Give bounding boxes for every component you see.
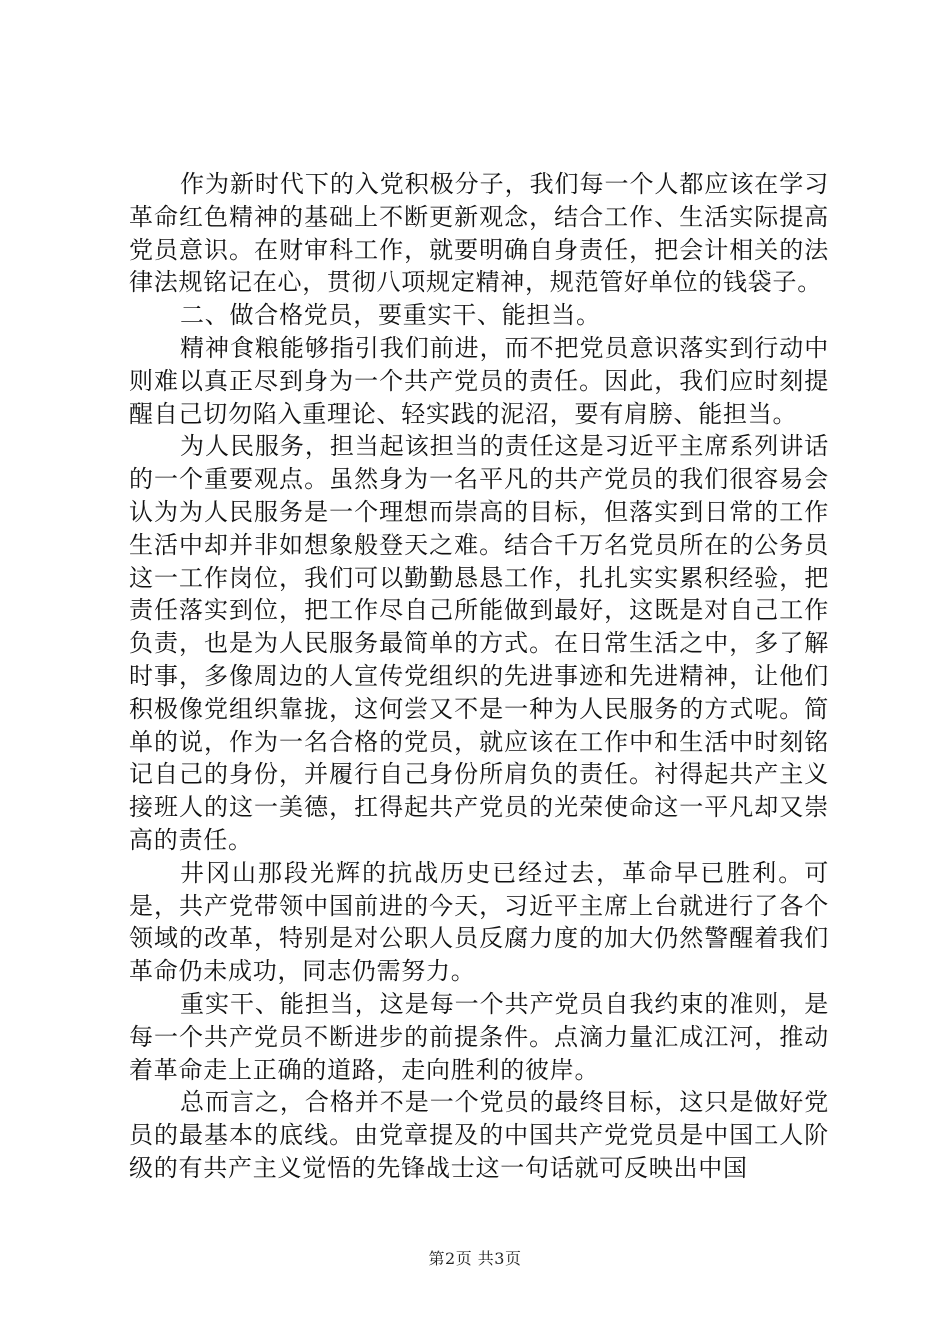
paragraph: 重实干、能担当，这是每一个共产党员自我约束的准则，是每一个共产党员不断进步的前提条件。点滴力量汇成江河，推动着革命走上正确的道路，走向胜利的彼岸。 <box>129 989 829 1084</box>
paragraph: 总而言之，合格并不是一个党员的最终目标，这只是做好党员的最基本的底线。由党章提及的中国共产党党员是中国工人阶级的有共产主义觉悟的先锋战士这一句话就可反映出中国 <box>129 1088 829 1182</box>
paragraph: 作为新时代下的入党积极分子，我们每一个人都应该在学习革命红色精神的基础上不断更新观念，结合工作、生活实际提高党员意识。在财审科工作，就要明确自身责任，把会计相关的法律法规铭记在心，贯彻八项规定精神，规范管好单位的钱袋子。 <box>129 170 829 297</box>
paragraph: 井冈山那段光辉的抗战历史已经过去，革命早已胜利。可是，共产党带领中国前进的今天，习近平主席上台就进行了各个领域的改革，特别是对公职人员反腐力度的加大仍然警醒着我们革命仍未成功，同志仍需努力。 <box>129 858 829 986</box>
document-body <box>129 168 829 1185</box>
section-heading: 二、做合格党员，要重实干、能担当。 <box>180 301 601 330</box>
paragraph: 为人民服务，担当起该担当的责任这是习近平主席系列讲话的一个重要观点。虽然身为一名平凡的共产党员的我们很容易会认为为人民服务是一个理想而崇高的目标，但落实到日常的工作生活中却并非如想象般登天之难。结合千万名党员所在的公务员这一工作岗位，我们可以勤勤恳恳工作，扎扎实实累积经验，把责任落实到位，把工作尽自己所能做到最好，这既是对自己工作负责，也是为人民服务最简单的方式。在日常生活之中，多了解时事，多像周边的人宣传党组织的先进事迹和先进精神，让他们积极像党组织靠拢，这何尝又不是一种为人民服务的方式呢。简单的说，作为一名合格的党员，就应该在工作中和生活中时刻铭记自己的身份，并履行自己身份所肩负的责任。衬得起共产主义接班人的这一美德，扛得起共产党员的光荣使命这一平凡却又崇高的责任。 <box>129 432 829 854</box>
page-number-footer: 第2页 共3页 <box>428 1249 522 1268</box>
paragraph: 精神食粮能够指引我们前进，而不把党员意识落实到行动中则难以真正尽到身为一个共产党员的责任。因此，我们应时刻提醒自己切勿陷入重理论、轻实践的泥沼，要有肩膀、能担当。 <box>129 333 829 428</box>
